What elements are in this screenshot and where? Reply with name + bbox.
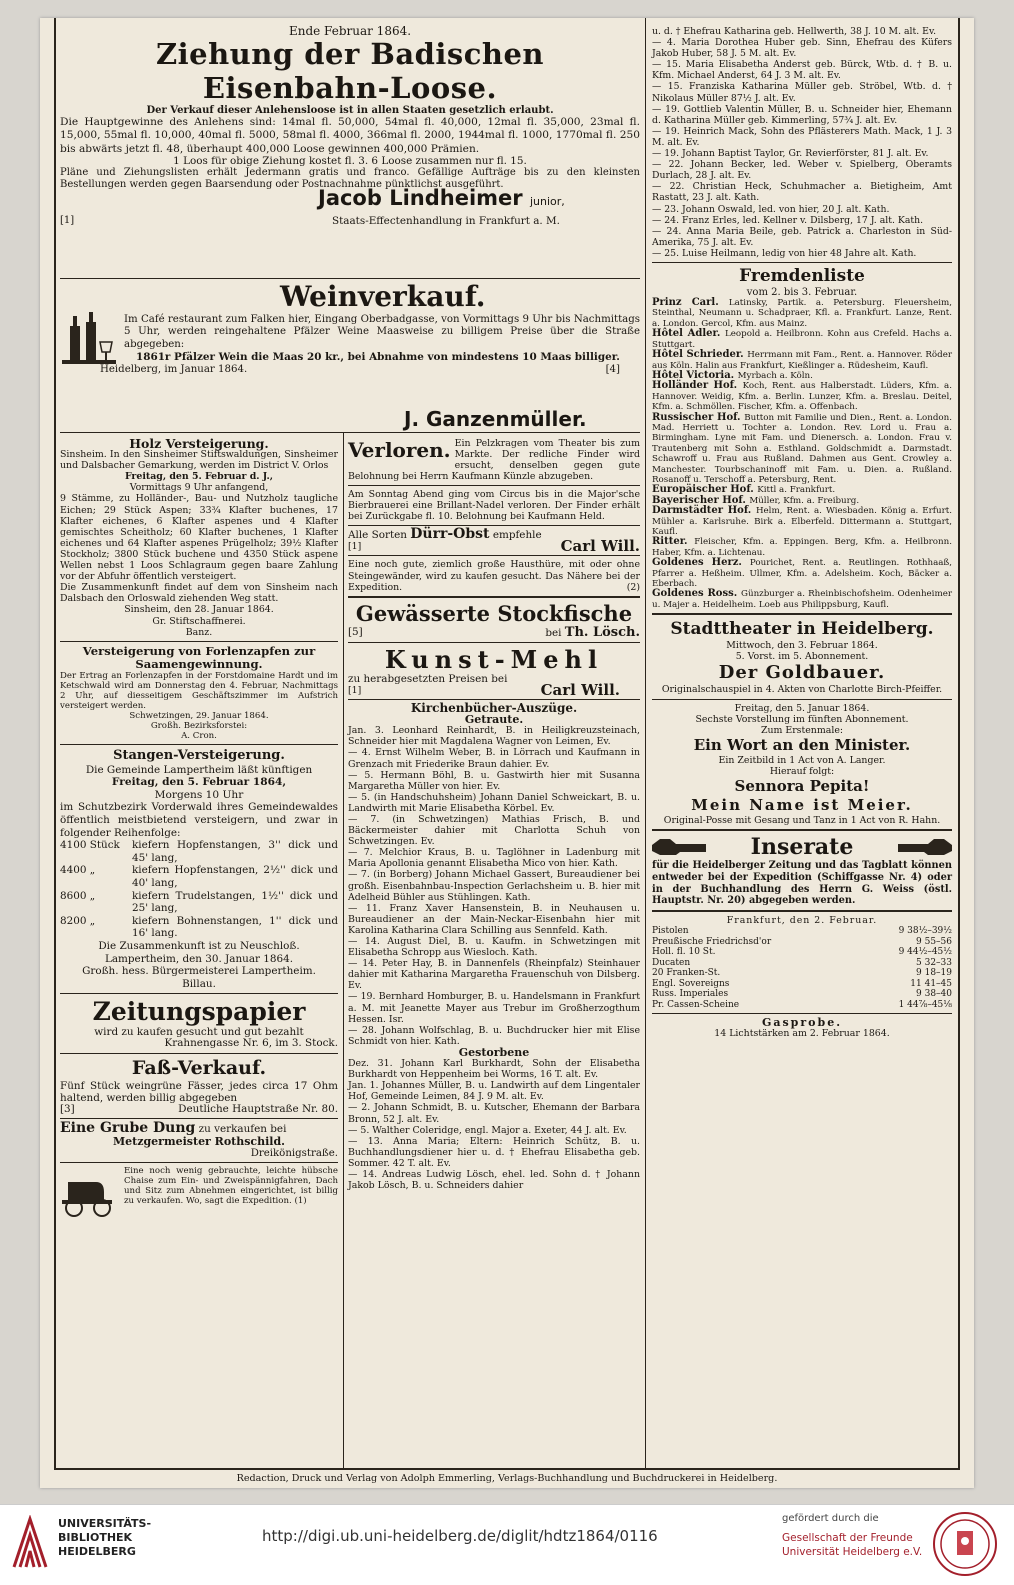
marriage-entry: — 7. (in Borberg) Johann Michael Gassert, Bureaudiener bei großh. Eisenbahnbau-Inspection Gerlachsheim u. B. hier mit Adelheid Bühler aus Stühlingen. Kath. [348, 869, 640, 903]
death-entry: — 24. Franz Erles, led. Kellner v. Dilsberg, 17 J. alt. Kath. [652, 214, 924, 226]
death-entry: Jan. 1. Johannes Müller, B. u. Landwirth auf dem Lingentaler Hof, Gemeinde Leimen, 84 J. 9 M. alt. Ev. [348, 1080, 640, 1103]
kunst-title: Kunst-Mehl [384, 644, 604, 674]
forl-body: Der Ertrag an Forlenzapfen in der Forstdomaine Hardt und im Ketschwald wird am Donnerstag den 4. Februar, Nachmittags 2 Uhr, auf diesseitigem Geschäftszimmer im Aufstrich versteigert werden. [60, 670, 338, 711]
dung-addr: Dreikönigstraße. [250, 1147, 338, 1159]
holz-body3: Die Zusammenkunft findet auf dem von Sinsheim nach Dalsbach den Orloswald ziehenden Weg statt. [60, 582, 338, 605]
death-entry: Dez. 31. Johann Karl Burkhardt, Sohn der Elisabetha Burkhardt von Heppenheim bei Worms, 16 T. alt. Ev. [348, 1058, 640, 1081]
hotel-name: Goldenes Ross. [652, 588, 742, 600]
th2-play2: Sennora Pepita! [734, 777, 870, 795]
hotel-name: Bayerischer Hof. [652, 494, 750, 506]
exchange-row [652, 937, 952, 948]
death-entry: — 24. Anna Maria Beile, geb. Patrick a. Charleston in Süd-Amerika, 75 J. alt. Ev. [652, 225, 952, 248]
death-entry: — 22. Johann Becker, led. Weber v. Spielberg, Oberamts Durlach, 28 J. alt. Ev. [652, 159, 952, 182]
library-name [58, 1517, 151, 1559]
th1-sub: 5. Vorst. im 5. Abonnement. [735, 651, 869, 663]
fass-addr: Deutliche Hauptstraße Nr. 80. [178, 1103, 338, 1116]
fx-title: Frankfurt, den 2. Februar. [726, 915, 878, 927]
wine-bottles-icon [62, 312, 116, 366]
stang-row [60, 839, 338, 864]
currency-rate: 9 38–40 [916, 989, 952, 1000]
hotel-entry [652, 558, 952, 589]
hotel-entry [652, 589, 952, 610]
hotel-entry [652, 537, 952, 558]
th2-first: Zum Erstenmale: [760, 724, 844, 736]
dung-body: zu verkaufen bei [198, 1123, 287, 1136]
hotel-entry [652, 413, 952, 486]
lottery-orders: Pläne und Ziehungslisten erhält Jedermann gratis und franco. Gefällige Aufträge bis zu den kleinsten Bestellungen werden gegen Baarsendung oder Postnachnahme pünktlichst ausgeführt. [60, 166, 640, 190]
hotel-guests: Leopold a. Heilbronn. Kohn aus Crefeld. Hachs a. Stuttgart. [652, 329, 952, 350]
hotel-name: Russischer Hof. [652, 411, 745, 423]
death-entry: — 15. Maria Elisabetha Anderst geb. Bürck, Wtb. d. † B. u. Kfm. Michael Anderst, 64 J. 3 M. alt. Ev. [652, 59, 952, 82]
zeit-body: wird zu kaufen gesucht und gut bezahlt [94, 1026, 304, 1039]
holz-sign1: Sinsheim, den 28. Januar 1864. [124, 604, 274, 616]
getraute-title: Getraute. [464, 713, 524, 727]
lottery-ref: [1] [60, 214, 75, 226]
stang-body3: Die Zusammenkunft ist zu Neuschloß. [98, 940, 300, 952]
currency-rate: 9 38½–39½ [898, 926, 952, 937]
th2-date: Freitag, den 5. Januar 1864. [734, 702, 870, 714]
stang-qty: 8600 „ [60, 889, 96, 902]
kunst-ref: [1] [348, 684, 362, 696]
currency-name: Engl. Sovereigns [652, 978, 730, 989]
stang-desc: kiefern Hopfenstangen, 3'' dick und 45' lang, [132, 839, 338, 864]
exchange-row [652, 958, 952, 969]
pointing-hand-icon [898, 838, 952, 856]
th2-play3: Mein Name ist Meier. [691, 796, 913, 814]
lottery-title: Ziehung der Badischen Eisenbahn-Loose. [155, 37, 545, 106]
exchange-row [652, 1000, 952, 1011]
holz-body2: 9 Stämme, zu Holländer-, Bau- und Nutzholz taugliche Eichen; 29 Stück Aspen; 33¾ Klafter buchenes, 17 Klafter eichenes, 6 Klafter aspenes und 4 Klafter gemischtes Scheitholz; 60 Klafter buchenes, 1 Klafter eichenes und 64 Klafter aspenes Prügelholz; 39½ Klafter Stockholz; 3800 Stück buchene und 4350 Stück aspene Wellen nebst 1 Loos Schlagraum gegen baare Zahlung vor der Abfuhr öffentlich versteigert. [60, 493, 338, 583]
hotel-name: Hôtel Adler. [652, 328, 725, 340]
forl-sign1: Schwetzingen, 29. Januar 1864. [129, 710, 269, 721]
wine-firm: J. Ganzenmüller. [404, 407, 587, 431]
death-entry: — 19. Heinrich Mack, Sohn des Pflästerers Math. Mack, 1 J. 3 M. alt. Ev. [652, 125, 952, 148]
durr-word: Dürr-Obst [410, 526, 490, 543]
forl-title: Versteigerung von Forlenzapfen zur Saamengewinnung. [82, 643, 316, 671]
wine-place: Heidelberg, im Januar 1864. [100, 363, 248, 375]
death-entry: — 4. Maria Dorothea Huber geb. Sinn, Ehefrau des Küfers Jakob Huber, 58 J. 5 M. alt. Ev. [652, 37, 952, 60]
holz-sign2: Gr. Stiftschaffnerei. [152, 615, 246, 627]
stock-firm: Th. Lösch. [564, 624, 640, 640]
hotel-guests: Müller, Kfm. a. Freiburg. [749, 495, 860, 506]
holz-body: Sinsheim. In den Sinsheimer Stiftswaldungen, Sinsheimer und Dalsbacher Gemarkung, werden im District V. Orlos [60, 449, 338, 472]
currency-name: Preußische Friedrichsd'or [652, 936, 772, 947]
hotel-guests: Latinsky, Partik. a. Petersburg. Fleuersheim, Steinthal, Neumann u. Schadpraer, Kfl. a. Frankfurt. Lanze, Rent. a. London. Gercol, Kfm. aus Mainz. [652, 298, 952, 329]
wine-offer: 1861r Pfälzer Wein die Maas 20 kr., bei Abnahme von mindestens 10 Maas billiger. [136, 351, 620, 364]
exchange-row [652, 968, 952, 979]
marriage-entry: — 11. Franz Xaver Hansenstein, B. in Neuhausen u. Bureaudiener an der Main-Neckar-Eisenbahn hier mit Karolina Katharina Clara Schilling aus Sennfeld. Kath. [348, 902, 640, 936]
wine-ad [60, 280, 640, 431]
stang-sign2: Großh. hess. Bürgermeisterei Lampertheim. [82, 965, 316, 978]
middle-column [348, 438, 640, 1191]
death-entry: — 5. Walther Coleridge, engl. Major a. Exeter, 44 J. alt. Ev. [348, 1124, 627, 1136]
death-entry: — 2. Johann Schmidt, B. u. Kutscher, Ehemann der Barbara Bronn, 52 J. alt. Ev. [348, 1102, 640, 1125]
currency-rate: 9 55–56 [916, 936, 952, 947]
durr-post: empfehle [492, 529, 542, 542]
ins-title: Inserate [750, 834, 854, 861]
lottery-legal: Der Verkauf dieser Anlehensloose ist in allen Staaten gesetzlich erlaubt. [146, 105, 554, 117]
marriage-entry: — 5. (in Handschuhsheim) Johann Daniel Schweickart, B. u. Landwirth mit Marie Elisabetha Körbel. Ev. [348, 791, 640, 814]
hotel-guests: Koch, Rent. aus Halberstadt. Lüders, Kfm. a. Hannover. Weidig, Kfm. a. Berlin. Lunzer, Kfm. a. Breslau. Deitel, Kfm. a. Schmöllen. Fischer, Kfm. a. Offenbach. [652, 381, 952, 413]
newspaper-page [40, 18, 974, 1488]
currency-name: Pistolen [652, 926, 689, 937]
marriage-entry: — 19. Bernhard Homburger, B. u. Handelsmann in Frankfurt a. M. mit Jeanette Mayer aus Trebur im Großherzogthum Hessen. Isr. [348, 991, 640, 1025]
divider [60, 432, 640, 433]
hotel-guests: Helm, Rent. a. Wiesbaden. König a. Erfurt. Mühler a. Karlsruhe. Birk a. Elberfeld. Dittermann a. Stuttgart, Kaufl. [652, 506, 952, 537]
verl-body: Ein Pelzkragen vom Theater bis zum Markte. Der redliche Finder wird ersucht, denselben gegen gute Belohnung bei Herrn Kaufmann Künzle abzugeben. [348, 438, 640, 482]
column-rule-right [645, 18, 646, 1470]
stang-qty: 4400 „ [60, 864, 96, 877]
dung-firm: Metzgermeister Rothschild. [112, 1135, 286, 1149]
page-url[interactable]: http://digi.ub.uni-heidelberg.de/diglit/hdtz1864/0116 [262, 1527, 658, 1545]
lottery-prizes: Die Hauptgewinne des Anlehens sind: 14mal fl. 50,000, 54mal fl. 40,000, 12mal fl. 35,000, 23mal fl. 15,000, 55mal fl. 10,000, 40mal fl. 5000, 58mal fl. 4000, 366mal fl. 2000, 1944mal fl. 1000, 1770mal fl. 250 bis abwärts jetzt fl. 48, überhaupt 400,000 Loose gewinnen 400,000 Prämien. [60, 116, 640, 155]
death-entry: — 23. Johann Oswald, led. von hier, 20 J. alt. Kath. [652, 203, 890, 215]
durr-firm: Carl Will. [560, 537, 640, 556]
currency-name: Pr. Cassen-Scheine [652, 999, 740, 1010]
hotel-name: Darmstädter Hof. [652, 505, 756, 517]
exchange-row [652, 979, 952, 990]
wine-ref: [4] [605, 363, 620, 375]
holz-sign3: Banz. [185, 626, 213, 638]
left-border [54, 18, 56, 1470]
divider [60, 278, 640, 279]
imprint: Redaction, Druck und Verlag von Adolph Emmerling, Verlags-Buchhandlung und Buchdruckerei in Heidelberg. [236, 1473, 778, 1484]
fass-ref: [3] [60, 1103, 75, 1116]
stang-desc: kiefern Bohnenstangen, 1'' dick und 16' lang. [132, 914, 338, 940]
hotel-entry [652, 298, 952, 329]
kunst-footer [348, 680, 640, 699]
fass-body: Fünf Stück weingrüne Fässer, jedes circa 17 Ohm haltend, werden billig abgegeben [60, 1079, 338, 1104]
durr-ref: [1] [348, 541, 362, 553]
university-seal-icon [932, 1511, 998, 1577]
th1-desc: Originalschauspiel in 4. Akten von Charlotte Birch-Pfeiffer. [661, 684, 943, 696]
th2-desc: Ein Zeitbild in 1 Act von A. Langer. [718, 754, 886, 766]
carriage-icon [60, 1172, 118, 1218]
holz-time: Vormittags 9 Uhr anfangend, [129, 482, 269, 494]
fass-footer [60, 1104, 338, 1115]
stang-row [60, 890, 338, 915]
haus-body: Eine noch gute, ziemlich große Hausthüre, mit oder ohne Steingewänder, wird zu kaufen gesucht. Das Nähere bei der Expedition. (2) [348, 559, 640, 593]
stang-table [60, 839, 338, 940]
th1-date: Mittwoch, den 3. Februar 1864. [726, 640, 878, 652]
verl-ad [348, 438, 640, 482]
stang-title: Stangen-Versteigerung. [113, 747, 285, 763]
hotel-name: Goldenes Herz. [652, 557, 750, 569]
stang-qty: 8200 „ [60, 914, 96, 927]
chaise-body: Eine noch wenig gebrauchte, leichte hübsche Chaise zum Ein- und Zweispännigfahren, Dach und Sitz zum Abnehmen eingerichtet, ist billig zu verkaufen. Wo, sagt die Expedition. (1) [124, 1165, 338, 1206]
zeit-title: Zeitungspapier [92, 997, 306, 1027]
hotel-entry [652, 381, 952, 412]
hotel-name: Hôtel Victoria. [652, 369, 738, 381]
currency-rate: 9 18–19 [916, 968, 952, 979]
hotel-guests: Button mit Familie und Dien., Rent. a. London. Mad. Herriett u. Tochter a. London. Rev. Lord u. Frau a. Birmingham. Lyne mit Fam. und Dienersch. a. London. Frau v. Trautenberg mit Sohn a. Esthland. Goldschmidt a. Darmstadt. Schawroff u. Frau aus Rußland. Dahmen aus Gent. Crowley a. Manchester. Tourbschaninoff mit Fam. u. Dien. a. Rußland. Rosanoff u. Terschoff a. Petersburg, Rent. [652, 412, 952, 485]
stang-row [60, 864, 338, 889]
hotel-name: Hôtel Schrieder. [652, 349, 748, 361]
fass-title: Faß-Verkauf. [131, 1056, 267, 1079]
th2-play: Ein Wort an den Minister. [693, 735, 911, 754]
currency-name: 20 Franken-St. [652, 968, 721, 979]
theater-title: Stadttheater in Heidelberg. [670, 619, 934, 640]
hotel-guests: Günzburger a. Rheinbischofsheim. Odenheimer u. Majer a. Heidelheim. Loeb aus Philippsburg, Kaufl. [652, 589, 952, 610]
death-entry: — 25. Luise Heilmann, ledig von hier 48 Jahre alt. Kath. [652, 247, 917, 259]
fremd-sub: vom 2. bis 3. Februar. [746, 286, 858, 298]
th2-sub: Sechste Vorstellung im fünften Abonnement. [695, 713, 909, 725]
stang-time: Morgens 10 Uhr [154, 788, 244, 801]
stang-row [60, 915, 338, 940]
exchange-row [652, 926, 952, 937]
ins-header [652, 834, 952, 860]
th2-follow: Hierauf folgt: [769, 765, 835, 777]
lottery-date: Ende Februar 1864. [288, 24, 412, 38]
marriage-entry: — 28. Johann Wolfschlag, B. u. Buchdrucker hier mit Elise Schmidt von hier. Kath. [348, 1024, 640, 1047]
hotel-entry [652, 329, 952, 350]
hotel-guests: Fleischer, Kfm. a. Eppingen. Berg, Kfm. a. Heilbronn. Haber, Kfm. a. Lichtenau. [652, 537, 952, 558]
stock-pre: bei [545, 626, 562, 639]
fremd-title: Fremdenliste [739, 265, 865, 286]
wine-place-row [100, 364, 620, 375]
marriage-entry: — 5. Hermann Böhl, B. u. Gastwirth hier mit Susanna Margaretha Müller von hier. Ev. [348, 769, 640, 792]
wine-title: Weinverkauf. [280, 280, 486, 313]
exchange-table [652, 926, 952, 1010]
stang-body2: im Schutzbezirk Vorderwald ihres Gemeindewaldes öffentlich meistbietend versteigern, und zwar in folgender Reihenfolge: [60, 801, 338, 839]
forl-sign3: A. Cron. [181, 730, 217, 741]
society-name-line2: Universität Heidelberg e.V. [782, 1546, 923, 1558]
stock-footer [348, 624, 640, 640]
stang-desc: kiefern Trudelstangen, 1½'' dick und 25' lang, [132, 889, 338, 915]
wine-body: Im Café restaurant zum Falken hier, Eingang Oberbadgasse, von Vormittags 9 Uhr bis Nachmittags 5 Uhr, werden reingehaltene Pfälzer Weine Maasweise zu billigem Preise über die Straße abgegeben: [124, 314, 640, 350]
lottery-price: 1 Loos für obige Ziehung kostet fl. 3. 6 Loose zusammen nur fl. 15. [173, 154, 527, 167]
footer-bar [0, 1504, 1014, 1585]
library-name-line2: BIBLIOTHEK [58, 1531, 133, 1544]
library-name-line1: UNIVERSITÄTS- [58, 1517, 152, 1530]
hotel-entry [652, 506, 952, 537]
holz-title: Holz Versteigerung. [129, 436, 269, 451]
ins-body: für die Heidelberger Zeitung und das Tagblatt können entweder bei der Expedition (Schiffgasse Nr. 4) oder in der Buchhandlung des Herrn G. Weiss (östl. Hauptstr. Nr. 20) abgegeben werden. [652, 860, 952, 907]
stock-ref: [5] [348, 625, 363, 638]
death-entry: — 14. Andreas Ludwig Lösch, ehel. led. Sohn d. † Johann Jakob Lösch, B. u. Schneiders dahier [348, 1168, 640, 1192]
marriage-entry: — 14. Peter Hay, B. in Dannenfels (Rheinpfalz) Steinhauer dahier mit Katharina Margaretha Frauenschuh von Dilsberg. Ev. [348, 958, 640, 992]
right-column [652, 26, 952, 1040]
university-library-logo-icon [10, 1515, 50, 1571]
hotel-guests: Herrmann mit Fam., Rent. a. Hannover. Röder aus Köln. Halin aus Frankfurt, Kießlinger a. Rüdesheim, Kaufl. [652, 350, 952, 371]
bottom-rule [54, 1468, 960, 1470]
lottery-ad [60, 26, 640, 229]
durr-footer [348, 537, 640, 556]
hotel-entry [652, 350, 952, 371]
th2-desc2: Original-Posse mit Gesang und Tanz in 1 Act von R. Hahn. [663, 815, 941, 826]
marriage-entry: — 7. (in Schwetzingen) Mathias Frisch, B. und Bäckermeister dahier mit Charlotta Schuh von Schwetzingen. Ev. [348, 813, 640, 848]
stang-sign1: Lampertheim, den 30. Januar 1864. [104, 952, 294, 965]
library-name-line3: HEIDELBERG [58, 1545, 136, 1558]
lottery-firm-sub: Staats-Effectenhandlung in Frankfurt a. M. [332, 214, 560, 227]
lottery-firm: Jacob Lindheimer junior, [318, 185, 565, 210]
currency-rate: 9 44½–45½ [898, 947, 952, 958]
right-border [958, 18, 960, 1470]
currency-name: Russ. Imperiales [652, 989, 729, 1000]
funded-by: gefördert durch die [782, 1513, 879, 1524]
kunst-firm: Carl Will. [540, 680, 620, 699]
hotel-name: Prinz Carl. [652, 297, 729, 309]
hotel-name: Europäischer Hof. [652, 484, 758, 496]
death-list-continued [652, 26, 952, 259]
verl-title: Verloren. [348, 438, 451, 462]
marriage-entry: — 4. Ernst Wilhelm Weber, B. in Lörrach und Kaufmann in Grenzach mit Friederike Braun dahier. Ev. [348, 747, 640, 770]
death-entry: — 15. Franziska Katharina Müller geb. Ströbel, Wtb. d. † Nikolaus Müller 87½ J. alt. Ev. [652, 81, 952, 104]
dung-ad [60, 1122, 338, 1136]
stang-body: Die Gemeinde Lampertheim läßt künftigen [85, 763, 313, 776]
death-entry: u. d. † Ehefrau Katharina geb. Hellwerth, 38 J. 10 M. alt. Ev. [652, 26, 937, 37]
stang-desc: kiefern Hopfenstangen, 2½'' dick und 40' lang, [132, 864, 338, 890]
hotel-guests: Pourichet, Rent. a. Reutlingen. Rothhaaß, Pfarrer a. Heßheim. Ullmer, Kfm. a. Adelsheim. Koch, Bäcker a. Eberbach. [652, 558, 952, 590]
stang-date: Freitag, den 5. Februar 1864, [111, 776, 287, 789]
exchange-row [652, 947, 952, 958]
hotel-list [652, 298, 952, 610]
column-rule-left [343, 432, 344, 1470]
gestorbene-list [348, 1058, 640, 1191]
zeit-addr: Krahnengasse Nr. 6, im 3. Stock. [164, 1037, 338, 1050]
forl-sign2: Großh. Bezirksforstei: [150, 720, 248, 731]
society-name [782, 1531, 922, 1559]
gas-body: 14 Lichtstärken am 2. Februar 1864. [714, 1028, 890, 1040]
holz-date: Freitag, den 5. Februar d. J., [124, 471, 274, 483]
marriage-entry: — 7. Melchior Kraus, B. u. Taglöhner in Ladenburg mit Maria Apollonia genannt Elisabetha Mico von hier. Kath. [348, 847, 640, 870]
getraute-list [348, 725, 640, 1047]
durr-pre: Alle Sorten [348, 529, 407, 542]
hotel-guests: Myrbach a. Köln. [737, 370, 813, 381]
currency-name: Ducaten [652, 957, 691, 968]
gestorbene-title: Gestorbene [458, 1045, 530, 1059]
society-name-line1: Gesellschaft der Freunde [782, 1532, 913, 1544]
currency-rate: 11 41–45 [910, 978, 952, 989]
marriage-entry: Jan. 3. Leonhard Reinhardt, B. in Heiligkreuzsteinach, Schneider hier mit Magdalena Wagner von Leimen, Ev. [348, 725, 640, 748]
th1-play: Der Goldbauer. [718, 662, 886, 684]
stang-sign3: Billau. [182, 977, 216, 990]
death-entry: — 22. Christian Heck, Schuhmacher a. Bietigheim, Amt Rastatt, 23 J. alt. Kath. [652, 181, 952, 204]
pointing-hand-icon [652, 838, 706, 856]
brill-body: Am Sonntag Abend ging vom Circus bis in die Major'sche Bierbrauerei eine Brillant-Nadel verloren. Der Finder erhält bei Zurückgabe fl. 10. Belohnung bei Kaufmann Held. [348, 489, 640, 523]
currency-rate: 1 44⅞–45⅛ [898, 999, 952, 1010]
kirch-title: Kirchenbücher-Auszüge. [410, 701, 578, 716]
stock-title: Gewässerte Stockfische [355, 600, 633, 626]
left-column [60, 438, 338, 1206]
chaise-ad [60, 1166, 338, 1206]
kunst-body: zu herabgesetzten Preisen bei [348, 672, 508, 685]
stang-qty: 4100 Stück [60, 839, 120, 852]
currency-rate: 5 32–33 [916, 957, 952, 968]
death-entry: — 13. Anna Maria; Eltern: Heinrich Schütz, B. u. Buchhandlungsdiener hier u. d. † Ehefrau Elisabetha geb. Sommer. 42 T. alt. Ev. [348, 1135, 640, 1169]
gas-title: Gasprobe. [761, 1016, 843, 1030]
dung-title: Eine Grube Dung [60, 1120, 196, 1137]
death-entry: — 19. Gottlieb Valentin Müller, B. u. Schneider hier, Ehemann d. Katharina Müller geb. Kimmerling, 57¾ J. alt. Ev. [652, 103, 952, 126]
marriage-entry: — 14. August Diel, B. u. Kaufm. in Schwetzingen mit Elisabetha Schropp aus Wiesloch. Kath. [348, 936, 640, 959]
hotel-name: Holländer Hof. [652, 380, 743, 392]
hotel-guests: Kittl a. Frankfurt. [757, 485, 836, 496]
hotel-name: Ritter. [652, 536, 695, 548]
exchange-row [652, 989, 952, 1000]
death-entry: — 19. Johann Baptist Taylor, Gr. Revierförster, 81 J. alt. Ev. [652, 148, 929, 160]
currency-name: Holl. fl. 10 St. [652, 947, 716, 958]
